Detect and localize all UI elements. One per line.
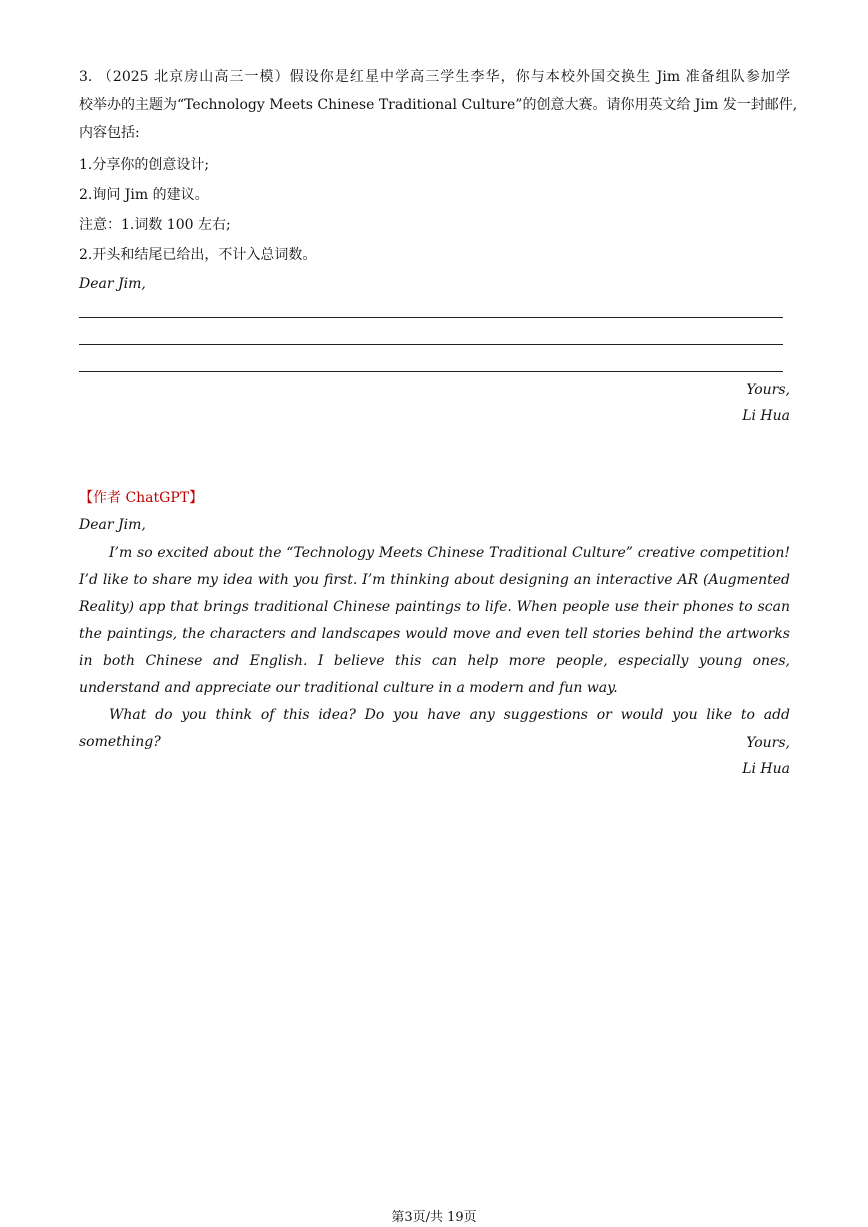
writing-line-1 — [79, 317, 783, 318]
question-prompt — [79, 63, 798, 147]
answer-paragraph-1: I’m so excited about the “Technology Meets Chinese Traditional Culture” creative competition! I’d like to share my idea with you first. I’m thinking about designing an interactive AR (Augmented Reality) app that brings traditional Chinese paintings to life. When people use their phones to scan the paintings, the characters and landscapes would move and even tell stories behind the artworks in both Chinese and English. I believe this can help more people, especially young ones, understand and appreciate our traditional culture in a modern and fun way. — [79, 545, 790, 696]
page-number: 第3页/共 19页 — [391, 1210, 477, 1225]
writing-line-3 — [79, 371, 783, 372]
question-closing: Yours, — [746, 382, 790, 398]
answer-body — [79, 540, 790, 756]
question-greeting: Dear Jim, — [79, 276, 146, 292]
question-item-2: 2.询问 Jim 的建议。 — [79, 187, 209, 203]
question-line-2: 校举办的主题为“Technology Meets Chinese Traditional Culture”的创意大赛。请你用英文给 Jim 发一封邮件, — [79, 97, 798, 113]
question-signature: Li Hua — [742, 408, 790, 424]
question-note-2: 2.开头和结尾已给出，不计入总词数。 — [79, 247, 317, 263]
question-item-1: 1.分享你的创意设计; — [79, 157, 210, 173]
answer-paragraph-2: What do you think of this idea? Do you have any suggestions or would you like to add something? — [79, 707, 790, 750]
writing-line-2 — [79, 344, 783, 345]
answer-signature: Li Hua — [742, 761, 790, 777]
question-line-1: 3. （2025 北京房山高三一模）假设你是红星中学高三学生李华，你与本校外国交换生 Jim 准备组队参加学 — [79, 69, 790, 85]
question-note-1: 注意：1.词数 100 左右; — [79, 217, 231, 233]
question-line-3: 内容包括: — [79, 125, 140, 141]
answer-greeting: Dear Jim, — [79, 517, 146, 533]
answer-closing: Yours, — [746, 735, 790, 751]
author-label: 【作者 ChatGPT】 — [79, 490, 204, 506]
